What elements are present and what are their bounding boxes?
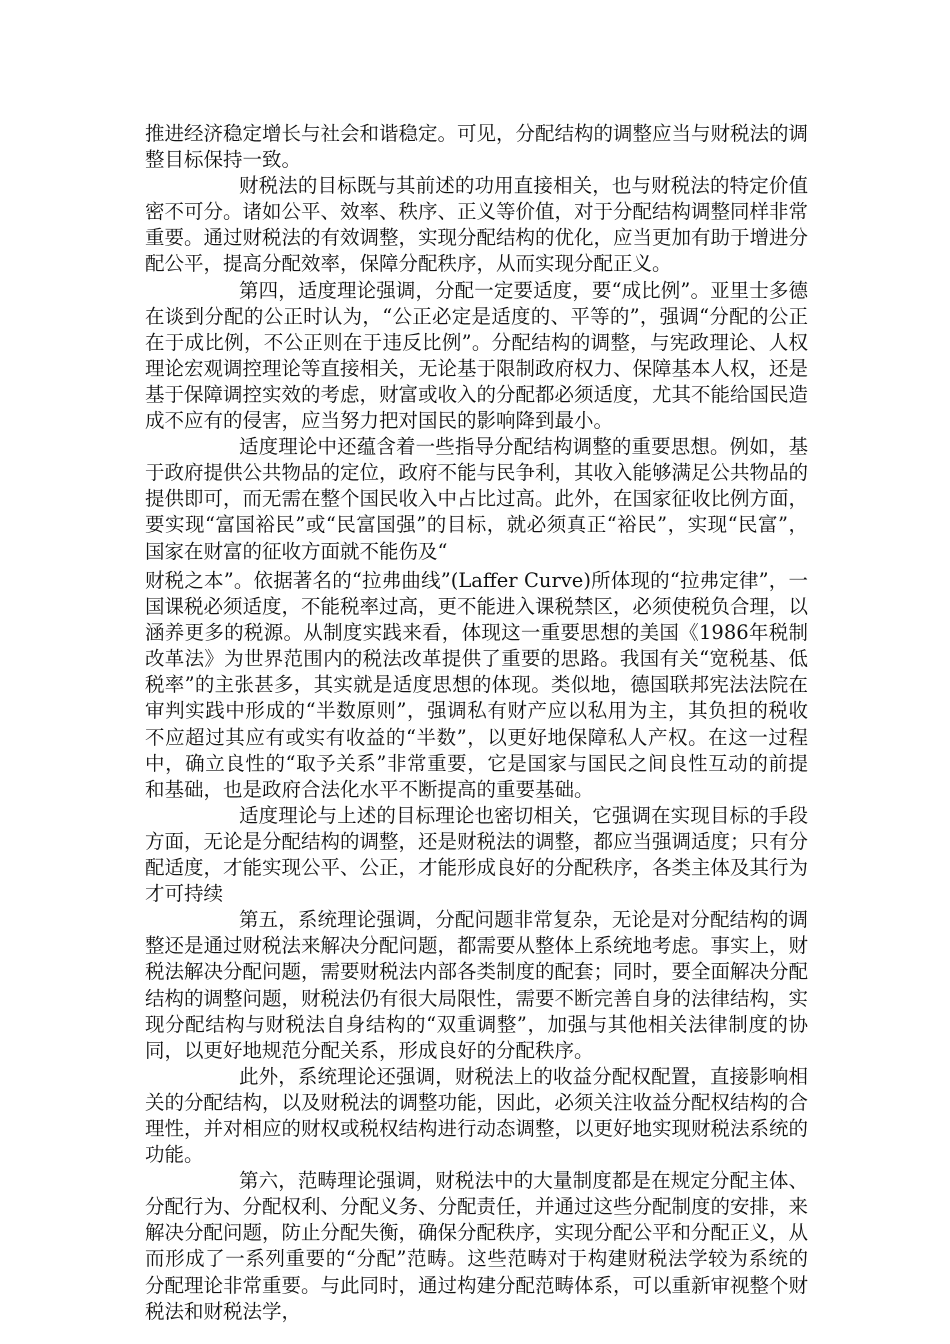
paragraph-continuation: 推进经济稳定增长与社会和谐稳定。可见，分配结构的调整应当与财税法的调整目标保持一致。 bbox=[145, 122, 809, 172]
paragraph-category-theory: 第六，范畴理论强调，财税法中的大量制度都是在规定分配主体、分配行为、分配权利、分配义务、分配责任，并通过这些分配制度的安排，来解决分配问题，防止分配失衡，确保分配秩序，实现分配公平和分配正义，从而形成了一系列重要的“分配”范畴。这些范畴对于构建财税法学较为系统的分配理论非常重要。与此同时，通过构建分配范畴体系，可以重新审视整个财税法和财税法学， bbox=[145, 1169, 809, 1323]
paragraph-moderation-theory: 第四，适度理论强调，分配一定要适度，要“成比例”。亚里士多德在谈到分配的公正时认为，“公正必定是适度的、平等的”，强调“分配的公正在于成比例，不公正则在于违反比例”。分配结构的调整，与宪政理论、人权理论宏观调控理论等直接相关，无论基于限制政府权力、保障基本人权，还是基于保障调控实效的考虑，财富或收入的分配都必须适度，尤其不能给国民造成不应有的侵害，应当努力把对国民的影响降到最小。 bbox=[145, 278, 809, 433]
text-block-upper bbox=[145, 121, 808, 565]
paragraph-goal-values: 财税法的目标既与其前述的功用直接相关，也与财税法的特定价值密不可分。诸如公平、效率、秩序、正义等价值，对于分配结构调整同样非常重要。通过财税法的有效调整，实现分配结构的优化，应当更加有助于增进分配公平，提高分配效率，保障分配秩序，从而实现分配正义。 bbox=[145, 174, 809, 276]
paragraph-system-theory: 第五，系统理论强调，分配问题非常复杂，无论是对分配结构的调整还是通过财税法来解决分配问题，都需要从整体上系统地考虑。事实上，财税法解决分配问题，需要财税法内部各类制度的配套；同时，要全面解决分配结构的调整问题，财税法仍有很大局限性，需要不断完善自身的法律结构，实现分配结构与财税法自身结构的“双重调整”，加强与其他相关法律制度的协同，以更好地规范分配关系，形成良好的分配秩序。 bbox=[145, 908, 809, 1062]
paragraph-moderation-ideas: 适度理论中还蕴含着一些指导分配结构调整的重要思想。例如，基于政府提供公共物品的定位，政府不能与民争利，其收入能够满足公共物品的提供即可，而无需在整个国民收入中占比过高。此外，在国家征收比例方面，要实现“富国裕民”或“民富国强”的目标，就必须真正“裕民”，实现“民富”，国家在财富的征收方面就不能伤及“ bbox=[145, 435, 809, 563]
paragraph-system-revenue: 此外，系统理论还强调，财税法上的收益分配权配置，直接影响相关的分配结构，以及财税法的调整功能，因此，必须关注收益分配权结构的合理性，并对相应的财权或税权结构进行动态调整，以更好地实现财税法系统的功能。 bbox=[145, 1064, 809, 1167]
paragraph-laffer-curve: 财税之本”。依据著名的“拉弗曲线”(Laffer Curve)所体现的“拉弗定律”，一国课税必须适度，不能税率过高，更不能进入课税禁区，必须使税负合理，以涵养更多的税源。从制度实践来看，体现这一重要思想的美国《1986年税制改革法》为世界范围内的税法改革提供了重要的思路。我国有关“宽税基、低税率”的主张甚多，其实就是适度思想的体现。类似地，德国联邦宪法法院在审判实践中形成的“半数原则”，强调私有财产应以私用为主，其负担的税收不应超过其应有或实有收益的“半数”，以更好地保障私人产权。在这一过程中，确立良性的“取予关系”非常重要，它是国家与国民之间良性互动的前提和基础，也是政府合法化水平不断提高的重要基础。 bbox=[145, 569, 809, 801]
paragraph-moderation-goals: 适度理论与上述的目标理论也密切相关，它强调在实现目标的手段方面，无论是分配结构的调整，还是财税法的调整，都应当强调适度；只有分配适度，才能实现公平、公正，才能形成良好的分配秩序，各类主体及其行为才可持续 bbox=[145, 803, 809, 906]
text-block-lower bbox=[145, 568, 808, 1325]
